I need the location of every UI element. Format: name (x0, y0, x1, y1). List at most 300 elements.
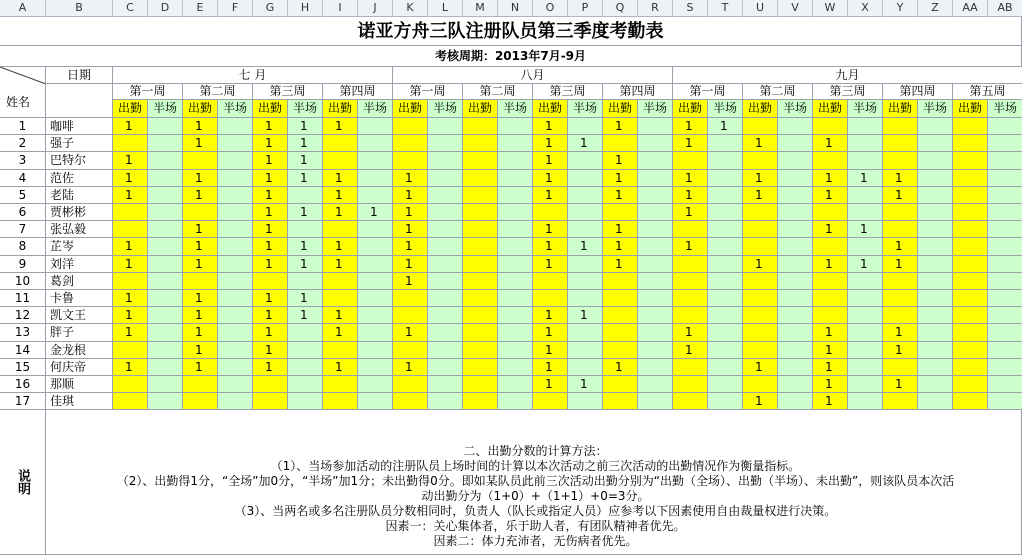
column-header-e[interactable]: E (183, 0, 218, 17)
half-cell[interactable] (218, 376, 253, 393)
attend-cell[interactable] (393, 307, 428, 324)
attend-cell[interactable] (673, 290, 708, 307)
attend-header[interactable]: 出勤 (323, 100, 358, 118)
attend-cell[interactable]: 1 (113, 324, 148, 341)
attend-cell[interactable] (113, 376, 148, 393)
half-cell[interactable] (638, 118, 673, 135)
attend-cell[interactable] (463, 187, 498, 204)
attend-header[interactable]: 出勤 (813, 100, 848, 118)
attend-cell[interactable]: 1 (183, 187, 218, 204)
half-cell[interactable] (778, 170, 813, 187)
attend-cell[interactable]: 1 (533, 118, 568, 135)
row-number[interactable]: 5 (0, 187, 46, 204)
attend-cell[interactable] (463, 152, 498, 169)
half-header[interactable]: 半场 (428, 100, 463, 118)
half-cell[interactable] (778, 307, 813, 324)
row-number[interactable]: 1 (0, 118, 46, 135)
attend-cell[interactable] (463, 307, 498, 324)
attend-cell[interactable]: 1 (883, 187, 918, 204)
column-header-n[interactable]: N (498, 0, 533, 17)
player-name[interactable]: 范佐 (46, 170, 113, 187)
attend-cell[interactable] (883, 152, 918, 169)
attend-cell[interactable] (393, 135, 428, 152)
attend-cell[interactable] (323, 221, 358, 238)
week-header-m3-w2[interactable]: 第二周 (743, 84, 813, 100)
attend-cell[interactable] (883, 393, 918, 410)
column-header-q[interactable]: Q (603, 0, 638, 17)
attend-cell[interactable]: 1 (183, 221, 218, 238)
attend-cell[interactable]: 1 (533, 135, 568, 152)
half-cell[interactable] (918, 307, 953, 324)
attend-cell[interactable] (743, 204, 778, 221)
half-cell[interactable] (358, 342, 393, 359)
half-cell[interactable] (708, 152, 743, 169)
sheet-title[interactable]: 诺亚方舟三队注册队员第三季度考勤表 (0, 17, 1022, 46)
half-cell[interactable] (778, 152, 813, 169)
half-cell[interactable] (568, 170, 603, 187)
half-cell[interactable] (988, 152, 1022, 169)
half-cell[interactable] (848, 307, 883, 324)
attend-cell[interactable]: 1 (743, 135, 778, 152)
attend-cell[interactable] (743, 118, 778, 135)
attend-header[interactable]: 出勤 (953, 100, 988, 118)
half-cell[interactable] (148, 359, 183, 376)
half-cell[interactable] (638, 324, 673, 341)
half-cell[interactable] (638, 135, 673, 152)
attend-cell[interactable] (183, 273, 218, 290)
attend-cell[interactable] (953, 324, 988, 341)
half-cell[interactable] (848, 238, 883, 255)
week-header-m3-w5[interactable]: 第五周 (953, 84, 1022, 100)
attend-cell[interactable]: 1 (533, 324, 568, 341)
attend-cell[interactable] (603, 273, 638, 290)
half-cell[interactable] (568, 256, 603, 273)
row-number[interactable]: 6 (0, 204, 46, 221)
week-header-m3-w3[interactable]: 第三周 (813, 84, 883, 100)
half-cell[interactable] (568, 290, 603, 307)
attend-cell[interactable]: 1 (323, 307, 358, 324)
half-cell[interactable] (708, 256, 743, 273)
half-cell[interactable] (148, 170, 183, 187)
half-cell[interactable] (988, 204, 1022, 221)
attend-cell[interactable]: 1 (743, 187, 778, 204)
attend-cell[interactable]: 1 (253, 118, 288, 135)
player-name[interactable]: 胖子 (46, 324, 113, 341)
half-cell[interactable] (708, 238, 743, 255)
half-cell[interactable] (568, 118, 603, 135)
attend-cell[interactable] (953, 187, 988, 204)
attend-header[interactable]: 出勤 (113, 100, 148, 118)
half-cell[interactable] (988, 290, 1022, 307)
half-cell[interactable] (428, 376, 463, 393)
half-cell[interactable]: 1 (848, 256, 883, 273)
period-label[interactable]: 考核周期：2013年7月-9月 (0, 46, 1022, 67)
attend-cell[interactable]: 1 (253, 290, 288, 307)
attend-cell[interactable] (463, 273, 498, 290)
attend-header[interactable]: 出勤 (533, 100, 568, 118)
attend-cell[interactable]: 1 (533, 307, 568, 324)
half-cell[interactable] (428, 221, 463, 238)
attend-cell[interactable]: 1 (183, 359, 218, 376)
half-cell[interactable] (428, 118, 463, 135)
column-header-f[interactable]: F (218, 0, 253, 17)
half-cell[interactable] (148, 393, 183, 410)
half-cell[interactable] (428, 290, 463, 307)
attend-cell[interactable]: 1 (183, 342, 218, 359)
attend-cell[interactable] (953, 238, 988, 255)
half-cell[interactable] (358, 118, 393, 135)
attend-cell[interactable]: 1 (393, 238, 428, 255)
half-cell[interactable] (148, 238, 183, 255)
attend-cell[interactable] (883, 135, 918, 152)
half-cell[interactable] (428, 170, 463, 187)
half-cell[interactable] (148, 342, 183, 359)
month-header-3[interactable]: 九月 (673, 67, 1022, 84)
half-cell[interactable] (918, 152, 953, 169)
attend-cell[interactable] (603, 204, 638, 221)
half-cell[interactable] (988, 307, 1022, 324)
half-cell[interactable] (988, 359, 1022, 376)
row-number[interactable]: 2 (0, 135, 46, 152)
attend-cell[interactable]: 1 (813, 342, 848, 359)
attend-cell[interactable]: 1 (113, 256, 148, 273)
week-header-m3-w1[interactable]: 第一周 (673, 84, 743, 100)
half-cell[interactable] (498, 204, 533, 221)
attend-cell[interactable]: 1 (673, 135, 708, 152)
attend-cell[interactable] (113, 273, 148, 290)
half-cell[interactable] (988, 170, 1022, 187)
attend-cell[interactable] (743, 152, 778, 169)
half-cell[interactable] (148, 221, 183, 238)
week-header-m2-w4[interactable]: 第四周 (603, 84, 673, 100)
half-cell[interactable]: 1 (288, 256, 323, 273)
attend-cell[interactable]: 1 (603, 359, 638, 376)
half-cell[interactable] (428, 256, 463, 273)
half-cell[interactable] (568, 359, 603, 376)
notes-body[interactable] (46, 410, 1022, 555)
attend-cell[interactable] (743, 290, 778, 307)
attend-cell[interactable] (813, 273, 848, 290)
half-cell[interactable] (358, 152, 393, 169)
attend-cell[interactable]: 1 (603, 238, 638, 255)
half-cell[interactable] (848, 204, 883, 221)
half-cell[interactable] (358, 187, 393, 204)
attend-cell[interactable] (953, 342, 988, 359)
half-cell[interactable]: 1 (288, 238, 323, 255)
attend-cell[interactable]: 1 (533, 221, 568, 238)
half-cell[interactable] (568, 324, 603, 341)
half-cell[interactable] (638, 393, 673, 410)
half-header[interactable]: 半场 (778, 100, 813, 118)
half-cell[interactable] (358, 135, 393, 152)
column-header-s[interactable]: S (673, 0, 708, 17)
half-cell[interactable] (428, 238, 463, 255)
half-header[interactable]: 半场 (358, 100, 393, 118)
attend-cell[interactable]: 1 (743, 256, 778, 273)
attend-cell[interactable]: 1 (393, 256, 428, 273)
attend-cell[interactable] (533, 204, 568, 221)
half-cell[interactable]: 1 (848, 170, 883, 187)
attend-cell[interactable]: 1 (393, 170, 428, 187)
column-header-t[interactable]: T (708, 0, 743, 17)
half-cell[interactable] (218, 221, 253, 238)
half-cell[interactable] (218, 238, 253, 255)
attend-cell[interactable] (183, 204, 218, 221)
half-cell[interactable] (918, 393, 953, 410)
player-name[interactable]: 金龙根 (46, 342, 113, 359)
half-cell[interactable] (918, 359, 953, 376)
half-cell[interactable] (358, 273, 393, 290)
half-cell[interactable] (638, 152, 673, 169)
attend-header[interactable]: 出勤 (883, 100, 918, 118)
half-cell[interactable] (428, 135, 463, 152)
week-header-m1-w2[interactable]: 第二周 (183, 84, 253, 100)
attend-cell[interactable]: 1 (883, 238, 918, 255)
half-cell[interactable]: 1 (708, 118, 743, 135)
week-header-m2-w3[interactable]: 第三周 (533, 84, 603, 100)
attend-cell[interactable]: 1 (253, 324, 288, 341)
attend-cell[interactable] (183, 393, 218, 410)
half-cell[interactable]: 1 (848, 221, 883, 238)
half-cell[interactable] (778, 376, 813, 393)
half-cell[interactable]: 1 (288, 135, 323, 152)
half-cell[interactable] (778, 221, 813, 238)
half-cell[interactable] (568, 273, 603, 290)
attend-cell[interactable] (463, 135, 498, 152)
half-cell[interactable] (428, 324, 463, 341)
column-header-a[interactable]: A (0, 0, 46, 17)
attend-cell[interactable] (113, 221, 148, 238)
attend-cell[interactable]: 1 (253, 135, 288, 152)
attend-cell[interactable]: 1 (253, 238, 288, 255)
half-cell[interactable] (498, 152, 533, 169)
attend-cell[interactable]: 1 (813, 170, 848, 187)
half-cell[interactable] (778, 359, 813, 376)
attend-cell[interactable]: 1 (603, 170, 638, 187)
half-cell[interactable] (358, 221, 393, 238)
attend-cell[interactable] (883, 204, 918, 221)
attend-cell[interactable] (953, 204, 988, 221)
row-number[interactable]: 12 (0, 307, 46, 324)
attend-cell[interactable] (323, 342, 358, 359)
half-cell[interactable] (498, 376, 533, 393)
attend-cell[interactable] (113, 135, 148, 152)
attend-cell[interactable]: 1 (673, 118, 708, 135)
column-header-aa[interactable]: AA (953, 0, 988, 17)
half-cell[interactable] (428, 204, 463, 221)
attend-cell[interactable] (953, 118, 988, 135)
half-cell[interactable] (988, 256, 1022, 273)
attend-cell[interactable] (813, 290, 848, 307)
attend-cell[interactable] (463, 324, 498, 341)
half-cell[interactable] (988, 135, 1022, 152)
half-cell[interactable] (988, 376, 1022, 393)
half-cell[interactable] (148, 135, 183, 152)
half-cell[interactable] (148, 118, 183, 135)
attend-cell[interactable]: 1 (673, 324, 708, 341)
attend-cell[interactable] (323, 152, 358, 169)
half-cell[interactable] (148, 307, 183, 324)
half-header[interactable]: 半场 (218, 100, 253, 118)
attend-cell[interactable]: 1 (673, 342, 708, 359)
attend-header[interactable]: 出勤 (673, 100, 708, 118)
column-header-ab[interactable]: AB (988, 0, 1022, 17)
attend-cell[interactable]: 1 (253, 342, 288, 359)
attend-cell[interactable] (883, 273, 918, 290)
week-header-m1-w3[interactable]: 第三周 (253, 84, 323, 100)
half-cell[interactable] (848, 118, 883, 135)
half-cell[interactable] (288, 359, 323, 376)
column-header-c[interactable]: C (113, 0, 148, 17)
attend-cell[interactable]: 1 (113, 118, 148, 135)
half-cell[interactable] (708, 187, 743, 204)
half-cell[interactable] (498, 135, 533, 152)
attend-cell[interactable]: 1 (813, 376, 848, 393)
half-cell[interactable] (218, 135, 253, 152)
half-cell[interactable] (778, 118, 813, 135)
half-cell[interactable] (498, 187, 533, 204)
half-cell[interactable]: 1 (358, 204, 393, 221)
half-cell[interactable] (778, 204, 813, 221)
attend-cell[interactable]: 1 (253, 359, 288, 376)
attend-cell[interactable] (743, 238, 778, 255)
attend-cell[interactable] (463, 170, 498, 187)
attend-cell[interactable]: 1 (393, 204, 428, 221)
half-cell[interactable] (568, 393, 603, 410)
half-header[interactable]: 半场 (148, 100, 183, 118)
half-header[interactable]: 半场 (918, 100, 953, 118)
attend-cell[interactable]: 1 (813, 324, 848, 341)
attend-cell[interactable] (323, 273, 358, 290)
column-header-g[interactable]: G (253, 0, 288, 17)
attend-header[interactable]: 出勤 (743, 100, 778, 118)
half-cell[interactable] (218, 170, 253, 187)
half-cell[interactable] (358, 256, 393, 273)
attend-cell[interactable]: 1 (323, 256, 358, 273)
attend-cell[interactable] (883, 359, 918, 376)
half-cell[interactable] (918, 290, 953, 307)
half-cell[interactable] (708, 135, 743, 152)
attend-cell[interactable] (743, 342, 778, 359)
half-cell[interactable] (918, 221, 953, 238)
month-header-1[interactable]: 七 月 (113, 67, 393, 84)
column-header-m[interactable]: M (463, 0, 498, 17)
column-header-x[interactable]: X (848, 0, 883, 17)
attend-cell[interactable]: 1 (533, 376, 568, 393)
half-header[interactable]: 半场 (568, 100, 603, 118)
player-name[interactable]: 葛剑 (46, 273, 113, 290)
attend-cell[interactable]: 1 (813, 359, 848, 376)
attend-cell[interactable] (673, 393, 708, 410)
half-cell[interactable] (638, 342, 673, 359)
half-cell[interactable] (918, 204, 953, 221)
attend-cell[interactable] (953, 152, 988, 169)
column-header-p[interactable]: P (568, 0, 603, 17)
attend-cell[interactable]: 1 (533, 170, 568, 187)
attend-cell[interactable] (813, 118, 848, 135)
player-name[interactable]: 何庆帝 (46, 359, 113, 376)
row-number[interactable]: 17 (0, 393, 46, 410)
week-header-m1-w4[interactable]: 第四周 (323, 84, 393, 100)
attend-cell[interactable]: 1 (253, 307, 288, 324)
attend-cell[interactable]: 1 (323, 204, 358, 221)
attend-cell[interactable] (463, 342, 498, 359)
attend-cell[interactable]: 1 (183, 118, 218, 135)
half-cell[interactable] (498, 359, 533, 376)
row-number[interactable]: 14 (0, 342, 46, 359)
attend-cell[interactable] (463, 290, 498, 307)
column-header-y[interactable]: Y (883, 0, 918, 17)
attend-cell[interactable] (953, 307, 988, 324)
half-cell[interactable]: 1 (568, 135, 603, 152)
half-cell[interactable] (218, 307, 253, 324)
attend-cell[interactable] (603, 324, 638, 341)
row-number[interactable]: 10 (0, 273, 46, 290)
half-cell[interactable]: 1 (288, 170, 323, 187)
attend-cell[interactable] (393, 118, 428, 135)
attend-cell[interactable] (813, 238, 848, 255)
attend-cell[interactable] (463, 393, 498, 410)
attend-cell[interactable]: 1 (253, 170, 288, 187)
half-header[interactable]: 半场 (498, 100, 533, 118)
half-cell[interactable] (218, 118, 253, 135)
attend-cell[interactable] (673, 307, 708, 324)
attend-cell[interactable] (463, 359, 498, 376)
attend-header[interactable]: 出勤 (253, 100, 288, 118)
half-cell[interactable] (708, 359, 743, 376)
attend-cell[interactable] (673, 221, 708, 238)
attend-cell[interactable] (743, 273, 778, 290)
player-name[interactable]: 刘洋 (46, 256, 113, 273)
attend-cell[interactable] (393, 393, 428, 410)
half-cell[interactable]: 1 (288, 290, 323, 307)
half-cell[interactable] (498, 290, 533, 307)
half-cell[interactable] (918, 342, 953, 359)
attend-cell[interactable] (113, 204, 148, 221)
attend-cell[interactable] (883, 221, 918, 238)
attend-cell[interactable] (953, 135, 988, 152)
half-cell[interactable] (918, 376, 953, 393)
half-cell[interactable] (638, 256, 673, 273)
half-cell[interactable] (498, 256, 533, 273)
attend-cell[interactable]: 1 (253, 187, 288, 204)
column-header-u[interactable]: U (743, 0, 778, 17)
half-cell[interactable] (848, 324, 883, 341)
half-cell[interactable] (498, 221, 533, 238)
half-cell[interactable] (918, 238, 953, 255)
half-cell[interactable] (218, 359, 253, 376)
half-cell[interactable] (638, 238, 673, 255)
half-cell[interactable] (428, 359, 463, 376)
half-cell[interactable] (288, 273, 323, 290)
attend-cell[interactable] (393, 152, 428, 169)
half-cell[interactable] (428, 307, 463, 324)
half-cell[interactable] (778, 135, 813, 152)
attend-cell[interactable] (953, 273, 988, 290)
half-cell[interactable]: 1 (288, 307, 323, 324)
half-cell[interactable] (358, 307, 393, 324)
attend-cell[interactable] (743, 307, 778, 324)
half-cell[interactable] (918, 135, 953, 152)
attend-cell[interactable] (603, 135, 638, 152)
half-cell[interactable] (988, 221, 1022, 238)
half-cell[interactable] (358, 324, 393, 341)
attend-cell[interactable] (113, 393, 148, 410)
attend-cell[interactable] (813, 204, 848, 221)
half-cell[interactable]: 1 (288, 118, 323, 135)
attend-cell[interactable]: 1 (323, 324, 358, 341)
attend-cell[interactable]: 1 (183, 324, 218, 341)
